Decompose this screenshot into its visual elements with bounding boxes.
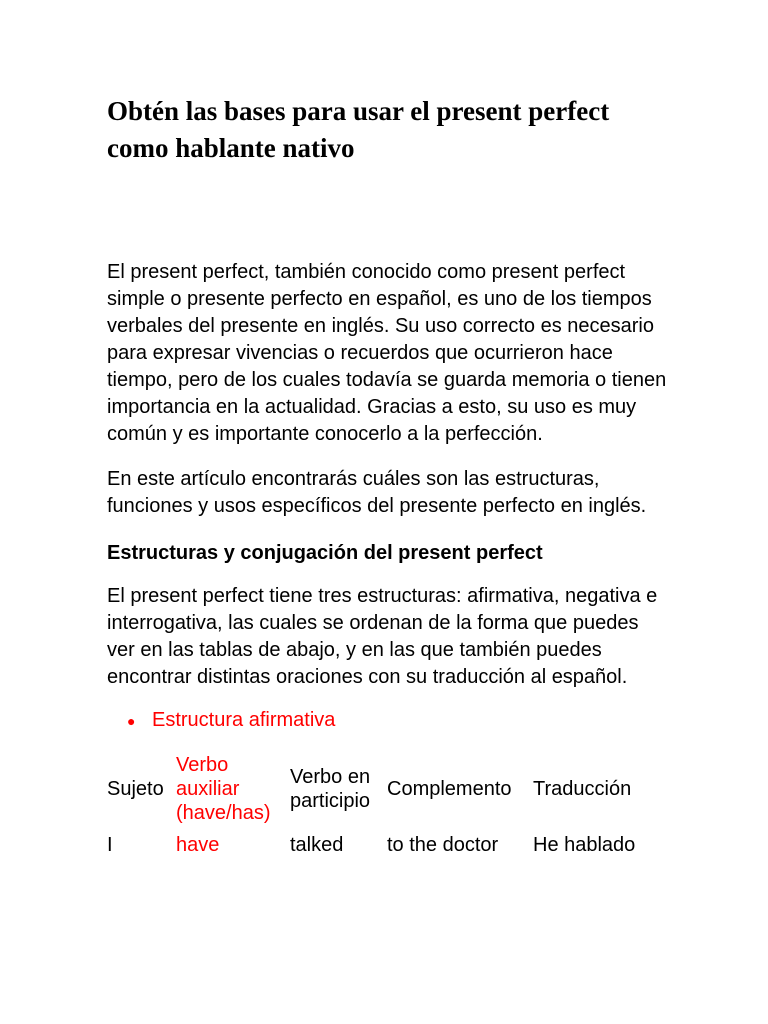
table-cell: talked: [290, 834, 344, 856]
section-heading: Estructuras y conjugación del present perfect: [107, 542, 543, 564]
bullet-item: [127, 707, 768, 735]
bullet-label: Estructura afirmativa: [152, 709, 336, 731]
table-header-cell: Complemento: [387, 778, 512, 800]
table-cell: He hablado: [533, 834, 636, 856]
table-cell: I: [107, 834, 113, 856]
table-cell: to the doctor: [387, 834, 499, 856]
table-header-cell: Verbo en participio: [290, 766, 371, 812]
page-title: Obtén las bases para usar el present perfect como hablante nativo: [107, 96, 610, 163]
conjugation-table: [107, 753, 653, 857]
table-header-cell: Sujeto: [107, 778, 164, 800]
structures-paragraph: El present perfect tiene tres estructuras: afirmativa, negativa e interrogativa, las cuales se ordenan de la forma que puedes ver en las tablas de abajo, y en las que también puedes encontrar distintas oraciones con su traducción al español.: [107, 585, 658, 688]
bullet-dot-icon: ●: [127, 713, 136, 729]
table-header-cell: Verbo auxiliar (have/has): [176, 754, 271, 824]
table-cell: have: [176, 834, 220, 856]
article-summary-paragraph: En este artículo encontrarás cuáles son las estructuras, funciones y usos específicos del presente perfecto en inglés.: [107, 468, 647, 517]
intro-paragraph: El present perfect, también conocido como present perfect simple o presente perfecto en español, es uno de los tiempos verbales del presente en inglés. Su uso correcto es necesario para expresar vivencias o recuerdos que ocurrieron hace tiempo, pero de los cuales todavía se guarda memoria o tienen importancia en la actualidad. Gracias a esto, su uso es muy común y es importante conocerlo a la perfección.: [107, 261, 667, 445]
table-row: [107, 825, 653, 857]
table-header-cell: Traducción: [533, 778, 632, 800]
table-header-row: [107, 753, 653, 825]
